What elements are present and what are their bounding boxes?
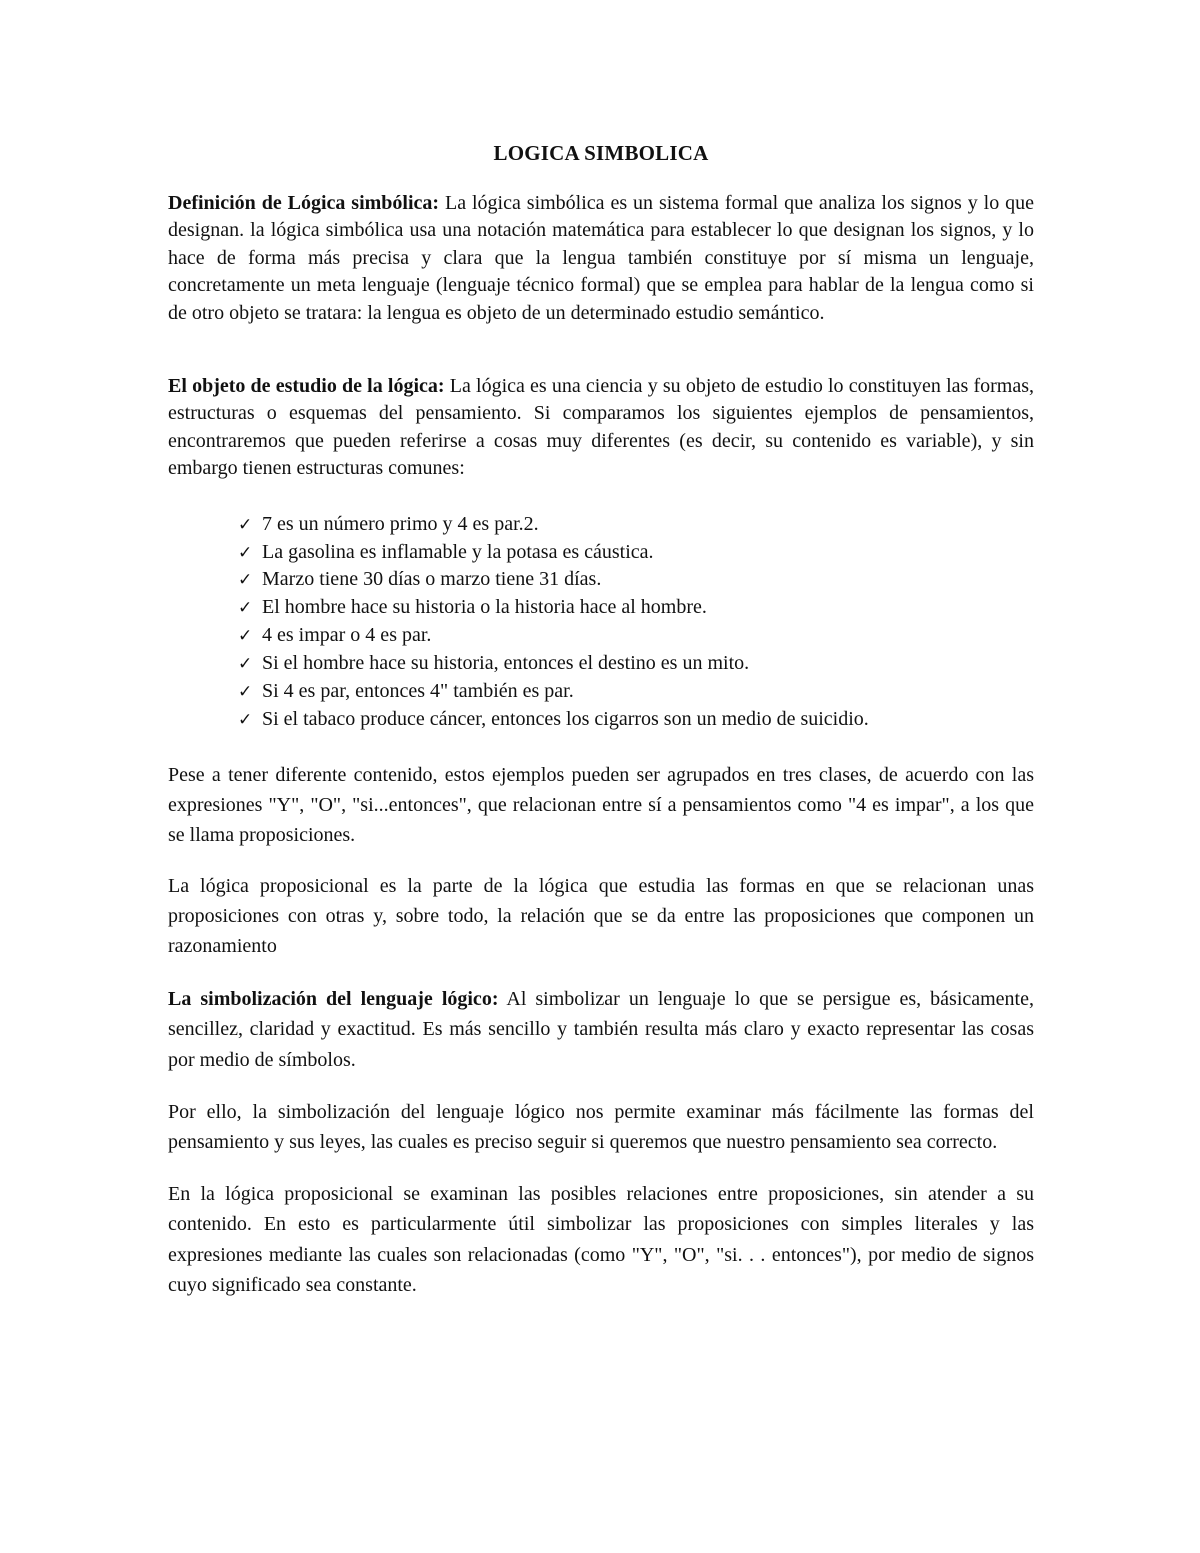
proposicional-paragraph: La lógica proposicional es la parte de la lógica que estudia las formas en que se relacionan unas proposiciones con otras y, sobre todo, la relación que se da entre las proposiciones que componen un razonamiento [168, 874, 1034, 957]
simbolizacion-heading: La simbolización del lenguaje lógico: [168, 988, 499, 1011]
objeto-paragraph [168, 373, 1034, 483]
en-la-logica-paragraph: En la lógica proposicional se examinan las posibles relaciones entre proposiciones, sin atender a su contenido. En esto es particularmente útil simbolizar las proposiciones con simples literales y las expresiones mediante las cuales son relacionadas (como "Y", "O", "si. . . entonces"), por medio de signos cuyo significado sea constante. [168, 1183, 1034, 1296]
checkmark-icon: ✓ [238, 682, 253, 703]
list-item [238, 511, 1034, 539]
examples-checklist [168, 511, 1034, 734]
definicion-text: La lógica simbólica es un sistema formal que analiza los signos y lo que designan. la lógica simbólica usa una notación matemática para establecer lo que designan los signos, y lo hace de forma más precisa y clara que la lengua también constituye por sí misma un lenguaje, concretamente un meta lenguaje (lenguaje técnico formal) que se emplea para hablar de la lengua como si de otro objeto se tratara: la lengua es objeto de un determinado estudio semántico. [168, 192, 1034, 324]
list-item [238, 622, 1034, 650]
example-text: Si 4 es par, entonces 4" también es par. [262, 680, 574, 703]
document-page [168, 138, 1034, 1300]
checkmark-icon: ✓ [238, 514, 253, 535]
list-item [238, 706, 1034, 734]
objeto-text: La lógica es una ciencia y su objeto de estudio lo constituyen las formas, estructuras o esquemas del pensamiento. Si comparamos los siguientes ejemplos de pensamientos, encontraremos que pueden referirse a cosas muy diferentes (es decir, su contenido es variable), y sin embargo tienen estructuras comunes: [168, 375, 1035, 480]
example-text: Si el hombre hace su historia, entonces el destino es un mito. [262, 652, 750, 675]
simbolizacion-text: Al simbolizar un lenguaje lo que se persigue es, básicamente, sencillez, claridad y exactitud. Es más sencillo y también resulta más claro y exacto representar las cosas por medio de símbolos. [168, 988, 1034, 1071]
list-item [238, 594, 1034, 622]
list-item [238, 678, 1034, 706]
example-text: 7 es un número primo y 4 es par.2. [262, 512, 539, 535]
checkmark-icon: ✓ [238, 710, 253, 730]
list-item [238, 650, 1034, 678]
list-item [238, 566, 1034, 594]
example-text: Si el tabaco produce cáncer, entonces los cigarros son un medio de suicidio. [262, 708, 869, 730]
por-ello-paragraph: Por ello, la simbolización del lenguaje lógico nos permite examinar más fácilmente las formas del pensamiento y sus leyes, las cuales es preciso seguir si queremos que nuestro pensamiento sea correcto. [168, 1100, 1034, 1153]
example-text: Marzo tiene 30 días o marzo tiene 31 días. [262, 568, 602, 591]
checkmark-icon: ✓ [238, 570, 253, 591]
definicion-heading: Definición de Lógica simbólica: [168, 192, 440, 214]
simbolizacion-paragraph [168, 984, 1034, 1075]
objeto-heading: El objeto de estudio de la lógica: [168, 375, 445, 398]
checkmark-icon: ✓ [238, 598, 253, 619]
checkmark-icon: ✓ [238, 654, 253, 675]
checkmark-icon: ✓ [238, 542, 253, 563]
document-title: LOGICA SIMBOLICA [493, 141, 709, 165]
checkmark-icon: ✓ [238, 626, 253, 647]
list-item [238, 539, 1034, 567]
pese-paragraph: Pese a tener diferente contenido, estos ejemplos pueden ser agrupados en tres clases, de acuerdo con las expresiones "Y", "O", "si...entonces", que relacionan entre sí a pensamientos como "4 es impar", a los que se llama proposiciones. [168, 763, 1034, 847]
definicion-paragraph [168, 190, 1034, 327]
example-text: La gasolina es inflamable y la potasa es cáustica. [262, 540, 654, 563]
example-text: 4 es impar o 4 es par. [262, 624, 432, 647]
example-text: El hombre hace su historia o la historia hace al hombre. [262, 596, 707, 619]
